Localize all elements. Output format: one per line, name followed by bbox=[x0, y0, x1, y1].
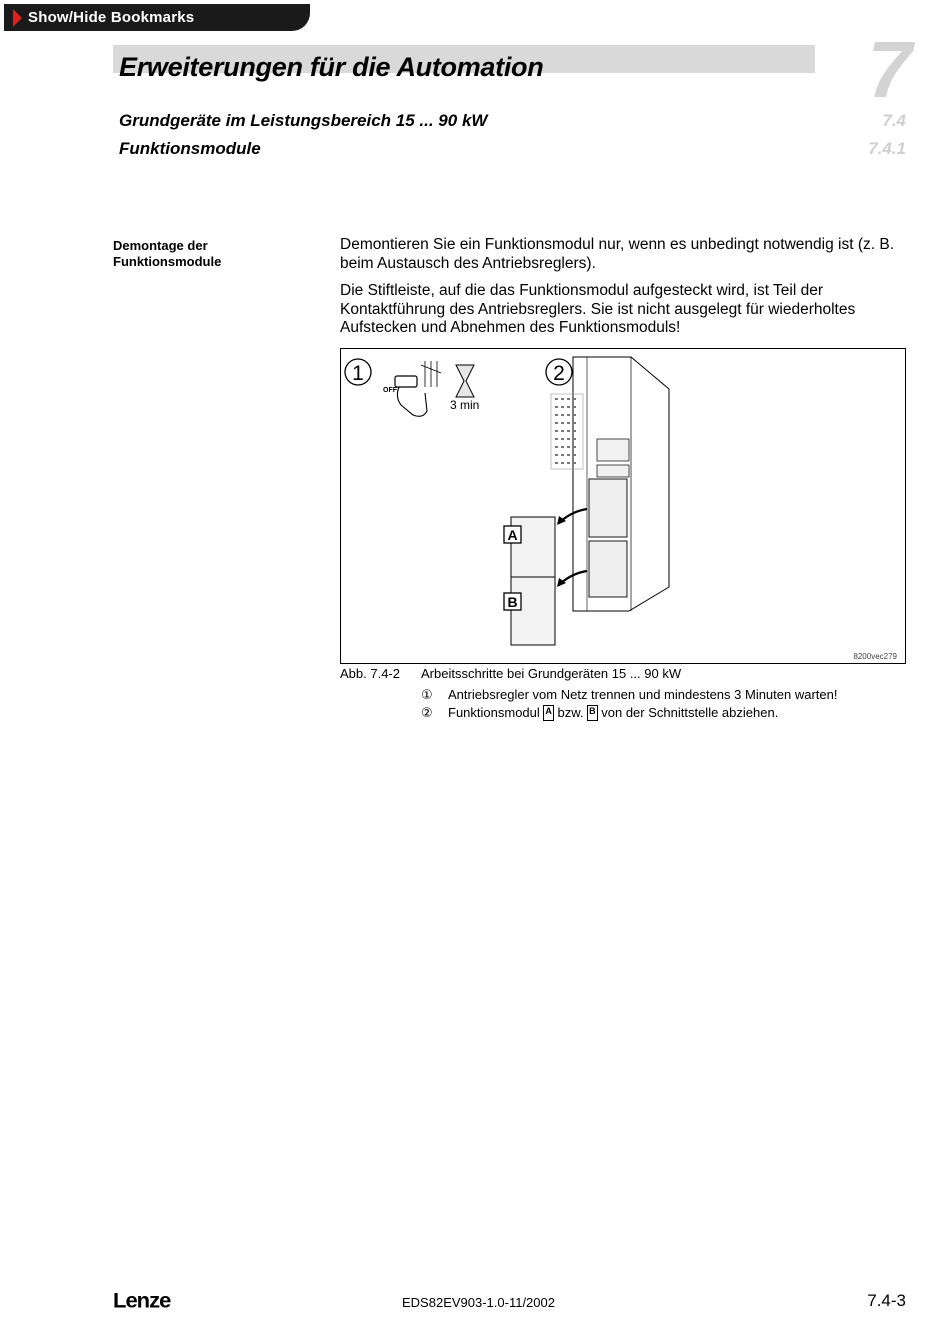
section-number: 7.4 bbox=[882, 111, 906, 130]
terminal-block bbox=[597, 439, 629, 461]
side-heading-line2: Funktionsmodule bbox=[113, 254, 222, 269]
step-marker-2: ② bbox=[421, 705, 433, 720]
hourglass-icon bbox=[456, 365, 474, 397]
label-a: A bbox=[507, 527, 518, 543]
side-heading-line1: Demontage der bbox=[113, 238, 208, 253]
paragraph-1: Demontieren Sie ein Funktionsmodul nur, wenn es unbedingt notwendig ist (z. B. beim Austausch des Antriebsreglers). bbox=[340, 236, 895, 272]
step-2-number: 2 bbox=[553, 362, 565, 385]
figure-caption-text: Arbeitsschritte bei Grundgeräten 15 ... 90 kW bbox=[421, 666, 682, 681]
figure-code: 8200vec279 bbox=[853, 652, 897, 661]
page-title: Erweiterungen für die Automation bbox=[119, 52, 544, 82]
installed-module-upper bbox=[589, 479, 627, 537]
section-subtitle: Grundgeräte im Leistungsbereich 15 ... 90 kW bbox=[119, 111, 488, 130]
module-b bbox=[511, 577, 555, 645]
wait-label: 3 min bbox=[450, 398, 480, 412]
hand-icon bbox=[397, 387, 427, 416]
step-1-number: 1 bbox=[352, 362, 364, 385]
chapter-number: 7 bbox=[867, 25, 912, 114]
label-b: B bbox=[507, 594, 518, 610]
step-text-2b: bzw. bbox=[553, 705, 588, 720]
paragraph-2: Die Stiftleiste, auf die das Funktionsmodul aufgesteckt wird, ist Teil der Kontaktführung des Antriebsreglers. Sie ist nicht ausgelegt für wiederholtes Aufstecken und Abnehmen des Funktionsmoduls! bbox=[340, 282, 856, 336]
subsection-number: 7.4.1 bbox=[868, 139, 906, 158]
step-text-2c: von der Schnittstelle abziehen. bbox=[597, 705, 779, 720]
bookmarks-label: Show/Hide Bookmarks bbox=[28, 9, 195, 26]
page-number: 7.4-3 bbox=[867, 1291, 906, 1310]
document-id: EDS82EV903-1.0-11/2002 bbox=[402, 1295, 555, 1310]
lenze-logo: Lenze bbox=[113, 1288, 171, 1313]
side-heading bbox=[113, 238, 221, 270]
figure-caption-number: Abb. 7.4-2 bbox=[340, 666, 400, 681]
installed-module-lower bbox=[589, 541, 627, 597]
figure bbox=[340, 348, 906, 664]
step-text-1: Antriebsregler vom Netz trennen und mindestens 3 Minuten warten! bbox=[448, 687, 838, 702]
figure-illustration bbox=[341, 349, 905, 663]
step-box-a: A bbox=[543, 705, 554, 721]
show-hide-bookmarks-button[interactable] bbox=[4, 4, 310, 31]
triangle-right-icon bbox=[13, 9, 22, 27]
off-label: OFF bbox=[383, 387, 397, 394]
step-box-b: B bbox=[587, 705, 598, 721]
switch-icon bbox=[395, 376, 417, 387]
step-item-1 bbox=[421, 687, 837, 703]
step-text-2a: Funktionsmodul bbox=[448, 705, 544, 720]
step-marker-1: ① bbox=[421, 687, 433, 702]
subsection-subtitle: Funktionsmodule bbox=[119, 139, 261, 158]
step-item-2 bbox=[421, 705, 778, 721]
